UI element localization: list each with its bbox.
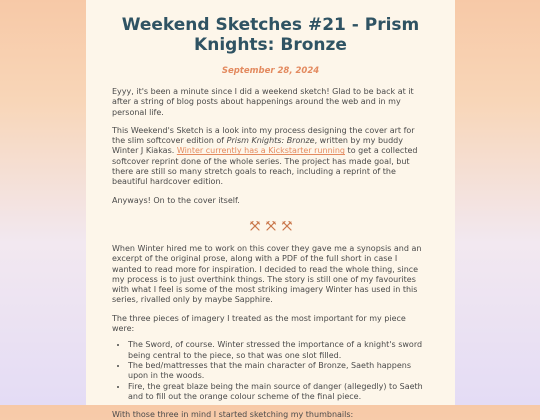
post-title: Weekend Sketches #21 - Prism Knights: Bronze <box>121 15 420 55</box>
paragraph-intro: Eyyy, it's been a minute since I did a weekend sketch! Glad to be back at it after a string of blog posts about happenings around the web and in my personal life. <box>112 87 414 117</box>
blog-post <box>86 0 455 420</box>
paragraph-about-text-a: This Weekend's Sketch is a look into my process designing the cover art for the slim softcover edition of <box>112 125 415 146</box>
post-date: September 28, 2024 <box>221 66 320 76</box>
crossed-swords-icon <box>249 220 293 232</box>
list-item: • Fire, the great blaze being the main source of danger (allegedly) to Saeth and to fill out the orange colour scheme of the final piece. <box>128 382 429 403</box>
list-item: • The bed/mattresses that the main character of Bronze, Saeth happens upon in the woods. <box>128 361 429 382</box>
paragraph-about <box>112 126 429 188</box>
post-body <box>86 87 455 420</box>
paragraph-about-text-b: , written by my buddy Winter J Kiakas. <box>112 136 403 156</box>
imagery-list <box>112 340 429 402</box>
kickstarter-link[interactable]: Winter currently has a Kickstarter running <box>176 146 346 156</box>
paragraph-imagery: The three pieces of imagery I treated as the most important for my piece were: <box>112 313 406 334</box>
section-divider <box>112 220 429 236</box>
paragraph-about-text-c: to get a collected softcover reprint done of the whole series. The project has made goal, but there are still so many stretch goals to reach, including a reprint of the beautiful hardcover edition. <box>112 146 418 187</box>
paragraph-transition: Anyways! On to the cover itself. <box>112 195 240 205</box>
book-title-emphasis: Prism Knights: Bronze <box>226 136 315 146</box>
list-item: • The Sword, of course. Winter stressed the importance of a knight's sword being central to the piece, so that was one slot filled. <box>128 340 429 361</box>
paragraph-thumbnails: With those three in mind I started sketching my thumbnails: <box>112 410 354 420</box>
paragraph-process: When Winter hired me to work on this cover they gave me a synopsis and an excerpt of the original prose, along with a PDF of the full short in case I wanted to read more for inspiration. I decided to read the whole thing, since my process is to just overthink things. The story is still one of my favourites with what I feel is some of the most striking imagery Winter has used in this series, rivalled only by maybe Sapphire. <box>112 243 422 305</box>
